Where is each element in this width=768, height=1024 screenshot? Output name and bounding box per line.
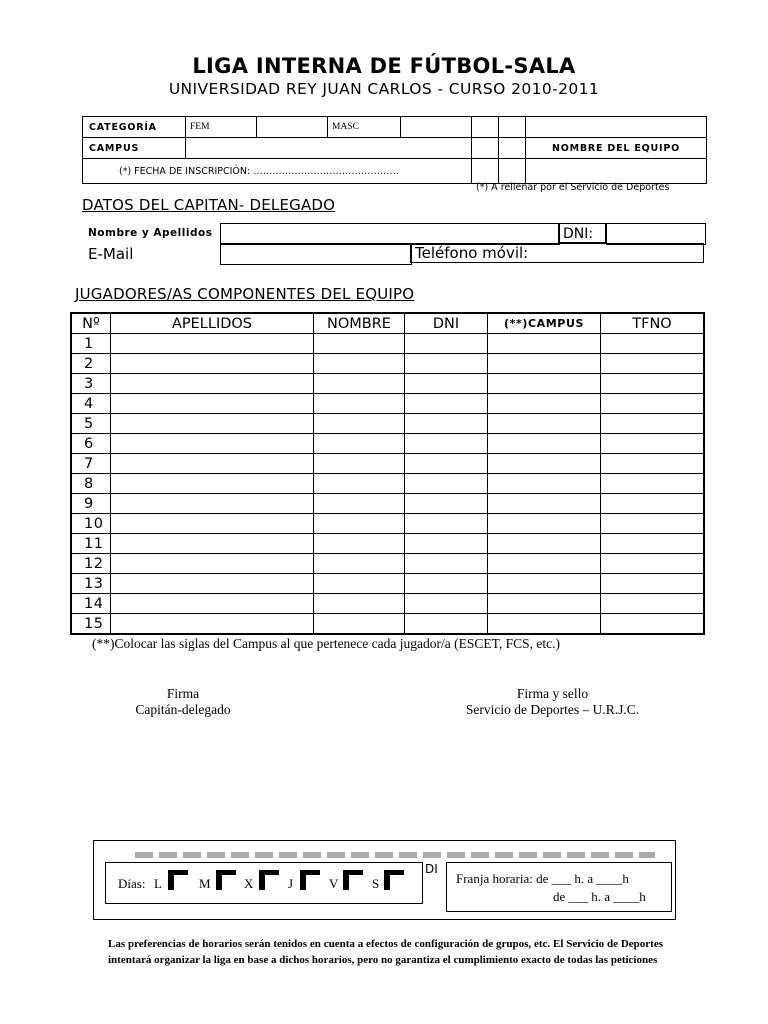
table-row	[71, 414, 704, 434]
nombre-cell[interactable]	[314, 574, 405, 594]
email-field[interactable]	[220, 243, 412, 265]
apellidos-cell[interactable]	[111, 334, 314, 354]
table-row	[71, 534, 704, 554]
blank-cell	[472, 117, 499, 138]
table-row	[71, 554, 704, 574]
campus-footnote: (**)Colocar las siglas del Campus al que pertenece cada jugador/a (ESCET, FCS, etc.)	[92, 636, 560, 651]
col-header-campus: (**)CAMPUS	[488, 313, 601, 334]
nombre-cell[interactable]	[314, 434, 405, 454]
obscured-heading	[135, 852, 655, 858]
nombre-cell[interactable]	[314, 354, 405, 374]
dni-cell[interactable]	[405, 574, 488, 594]
table-row	[71, 374, 704, 394]
row-number: 14	[71, 594, 111, 614]
hour-range-1[interactable]: Franja horaria: de ___ h. a ____h	[456, 871, 629, 886]
table-row	[71, 594, 704, 614]
campus-cell[interactable]	[488, 414, 601, 434]
table-row	[71, 494, 704, 514]
nombre-cell[interactable]	[314, 614, 405, 635]
table-row	[71, 574, 704, 594]
disclaimer-text: Las preferencias de horarios serán tenidos en cuenta a efectos de configuración de grupos, etc. El Servicio de Deportes intentará organizar la liga en base a dichos horarios, pero no garantiza el cumplimiento exacto de todas las peticiones	[108, 938, 663, 966]
nombre-cell[interactable]	[314, 374, 405, 394]
apellidos-cell[interactable]	[111, 374, 314, 394]
document-subtitle: UNIVERSIDAD REY JUAN CARLOS - CURSO 2010-2011	[168, 80, 600, 98]
row-number: 3	[71, 374, 111, 394]
table-row	[71, 334, 704, 354]
days-box	[105, 862, 423, 904]
captain-section-title: DATOS DEL CAPITAN- DELEGADO	[82, 196, 336, 214]
dni-label: DNI:	[558, 223, 606, 243]
apellidos-cell[interactable]	[111, 414, 314, 434]
campus-label: CAMPUS	[83, 138, 186, 159]
campus-cell[interactable]	[488, 434, 601, 454]
apellidos-cell[interactable]	[111, 434, 314, 454]
checkbox-l[interactable]	[168, 870, 188, 890]
col-header-num: Nº	[71, 313, 111, 334]
row-number: 12	[71, 554, 111, 574]
dni-cell[interactable]	[405, 414, 488, 434]
row-number: 4	[71, 394, 111, 414]
tfno-cell[interactable]	[601, 374, 705, 394]
day-label-v: V	[329, 876, 339, 891]
name-label: Nombre y Apellidos	[88, 227, 213, 239]
apellidos-cell[interactable]	[111, 514, 314, 534]
tfno-cell[interactable]	[601, 434, 705, 454]
day-label-m: M	[199, 876, 211, 891]
row-number: 7	[71, 454, 111, 474]
registration-table	[82, 116, 707, 184]
campus-cell[interactable]	[488, 394, 601, 414]
col-header-apellidos: APELLIDOS	[111, 313, 314, 334]
campus-cell[interactable]	[488, 374, 601, 394]
dni-cell[interactable]	[405, 514, 488, 534]
campus-cell[interactable]	[488, 494, 601, 514]
row-number: 15	[71, 614, 111, 635]
apellidos-cell[interactable]	[111, 474, 314, 494]
tfno-cell[interactable]	[601, 354, 705, 374]
phone-label: Teléfono móvil:	[415, 244, 529, 262]
campus-cell[interactable]	[488, 574, 601, 594]
masc-option[interactable]: MASC	[328, 117, 401, 138]
dni-cell[interactable]	[405, 494, 488, 514]
day-label-x: X	[244, 876, 254, 891]
players-table	[70, 312, 705, 635]
team-name-value-field[interactable]	[526, 159, 707, 184]
team-name-field[interactable]	[526, 117, 707, 138]
apellidos-cell[interactable]	[111, 394, 314, 414]
checkbox-x[interactable]	[259, 870, 279, 890]
tfno-cell[interactable]	[601, 574, 705, 594]
row-number: 9	[71, 494, 111, 514]
nombre-cell[interactable]	[314, 414, 405, 434]
campus-cell[interactable]	[488, 454, 601, 474]
checkbox-m[interactable]	[216, 870, 236, 890]
col-header-nombre: NOMBRE	[314, 313, 405, 334]
nombre-cell[interactable]	[314, 334, 405, 354]
tfno-cell[interactable]	[601, 394, 705, 414]
dni-cell[interactable]	[405, 554, 488, 574]
table-row	[71, 514, 704, 534]
nombre-cell[interactable]	[314, 534, 405, 554]
campus-cell[interactable]	[488, 554, 601, 574]
hour-range-2[interactable]: de ___ h. a ____h	[553, 889, 646, 904]
apellidos-cell[interactable]	[111, 454, 314, 474]
tfno-cell[interactable]	[601, 474, 705, 494]
dni-cell[interactable]	[405, 334, 488, 354]
nombre-cell[interactable]	[314, 454, 405, 474]
tfno-cell[interactable]	[601, 414, 705, 434]
team-name-label: NOMBRE DEL EQUIPO	[526, 138, 707, 159]
apellidos-cell[interactable]	[111, 534, 314, 554]
captain-signature	[108, 686, 258, 718]
row-number: 2	[71, 354, 111, 374]
nombre-cell[interactable]	[314, 474, 405, 494]
table-row	[71, 354, 704, 374]
tfno-cell[interactable]	[601, 514, 705, 534]
service-signature	[440, 686, 665, 718]
apellidos-cell[interactable]	[111, 354, 314, 374]
categoria-label: CATEGORÍA	[83, 117, 186, 138]
apellidos-cell[interactable]	[111, 554, 314, 574]
apellidos-cell[interactable]	[111, 614, 314, 635]
fill-note: (*) A rellenar por el Servicio de Deportes	[476, 182, 670, 193]
captain-signature-line2: Capitán-delegado	[135, 702, 231, 717]
apellidos-cell[interactable]	[111, 494, 314, 514]
tfno-cell[interactable]	[601, 594, 705, 614]
row-number: 8	[71, 474, 111, 494]
dni-cell[interactable]	[405, 474, 488, 494]
dni-cell[interactable]	[405, 594, 488, 614]
dni-field[interactable]	[606, 223, 706, 245]
tfno-cell[interactable]	[601, 454, 705, 474]
row-number: 1	[71, 334, 111, 354]
nombre-cell[interactable]	[314, 554, 405, 574]
table-row	[71, 614, 704, 635]
fem-option[interactable]: FEM	[186, 117, 257, 138]
col-header-tfno: TFNO	[601, 313, 705, 334]
dias-label: Días:	[118, 876, 146, 891]
campus-cell[interactable]	[488, 474, 601, 494]
dni-cell[interactable]	[405, 434, 488, 454]
dni-cell[interactable]	[405, 354, 488, 374]
dni-cell[interactable]	[405, 394, 488, 414]
tfno-cell[interactable]	[601, 494, 705, 514]
campus-cell[interactable]	[488, 354, 601, 374]
apellidos-cell[interactable]	[111, 594, 314, 614]
di-fragment: DI	[425, 862, 438, 876]
blank-cell	[499, 117, 526, 138]
day-label-j: J	[288, 876, 294, 891]
dni-cell[interactable]	[405, 614, 488, 635]
nombre-cell[interactable]	[314, 394, 405, 414]
nombre-cell[interactable]	[314, 494, 405, 514]
nombre-cell[interactable]	[314, 514, 405, 534]
row-number: 13	[71, 574, 111, 594]
tfno-cell[interactable]	[601, 334, 705, 354]
tfno-cell[interactable]	[601, 614, 705, 635]
dni-cell[interactable]	[405, 374, 488, 394]
email-label: E-Mail	[88, 245, 134, 263]
row-number: 11	[71, 534, 111, 554]
col-header-dni: DNI	[405, 313, 488, 334]
captain-signature-line1: Firma	[166, 686, 200, 701]
apellidos-cell[interactable]	[111, 574, 314, 594]
fem-field[interactable]	[257, 117, 328, 138]
nombre-cell[interactable]	[314, 594, 405, 614]
hour-box	[446, 862, 672, 912]
row-number: 6	[71, 434, 111, 454]
dni-cell[interactable]	[405, 534, 488, 554]
service-signature-line1: Firma y sello	[516, 686, 589, 701]
tfno-cell[interactable]	[601, 554, 705, 574]
table-row	[71, 454, 704, 474]
name-field[interactable]	[220, 223, 560, 245]
players-section-title: JUGADORES/AS COMPONENTES DEL EQUIPO	[75, 285, 415, 303]
campus-cell[interactable]	[488, 594, 601, 614]
table-row	[71, 434, 704, 454]
fecha-inscripcion: (*) FECHA DE INSCRIPCIÓN: ……………………………………….	[83, 159, 472, 184]
day-label-l: L	[154, 876, 162, 891]
checkbox-s[interactable]	[384, 870, 404, 890]
campus-field[interactable]	[186, 138, 472, 159]
masc-field[interactable]	[401, 117, 472, 138]
checkbox-j[interactable]	[300, 870, 320, 890]
dni-cell[interactable]	[405, 454, 488, 474]
tfno-cell[interactable]	[601, 534, 705, 554]
campus-cell[interactable]	[488, 614, 601, 635]
phone-field[interactable]	[410, 243, 704, 263]
service-signature-line2: Servicio de Deportes – U.R.J.C.	[465, 702, 640, 717]
campus-cell[interactable]	[488, 334, 601, 354]
row-number: 5	[71, 414, 111, 434]
table-row	[71, 394, 704, 414]
day-label-s: S	[372, 876, 380, 891]
row-number: 10	[71, 514, 111, 534]
campus-cell[interactable]	[488, 514, 601, 534]
checkbox-v[interactable]	[343, 870, 363, 890]
table-row	[71, 474, 704, 494]
document-title: LIGA INTERNA DE FÚTBOL-SALA	[192, 54, 576, 78]
campus-cell[interactable]	[488, 534, 601, 554]
